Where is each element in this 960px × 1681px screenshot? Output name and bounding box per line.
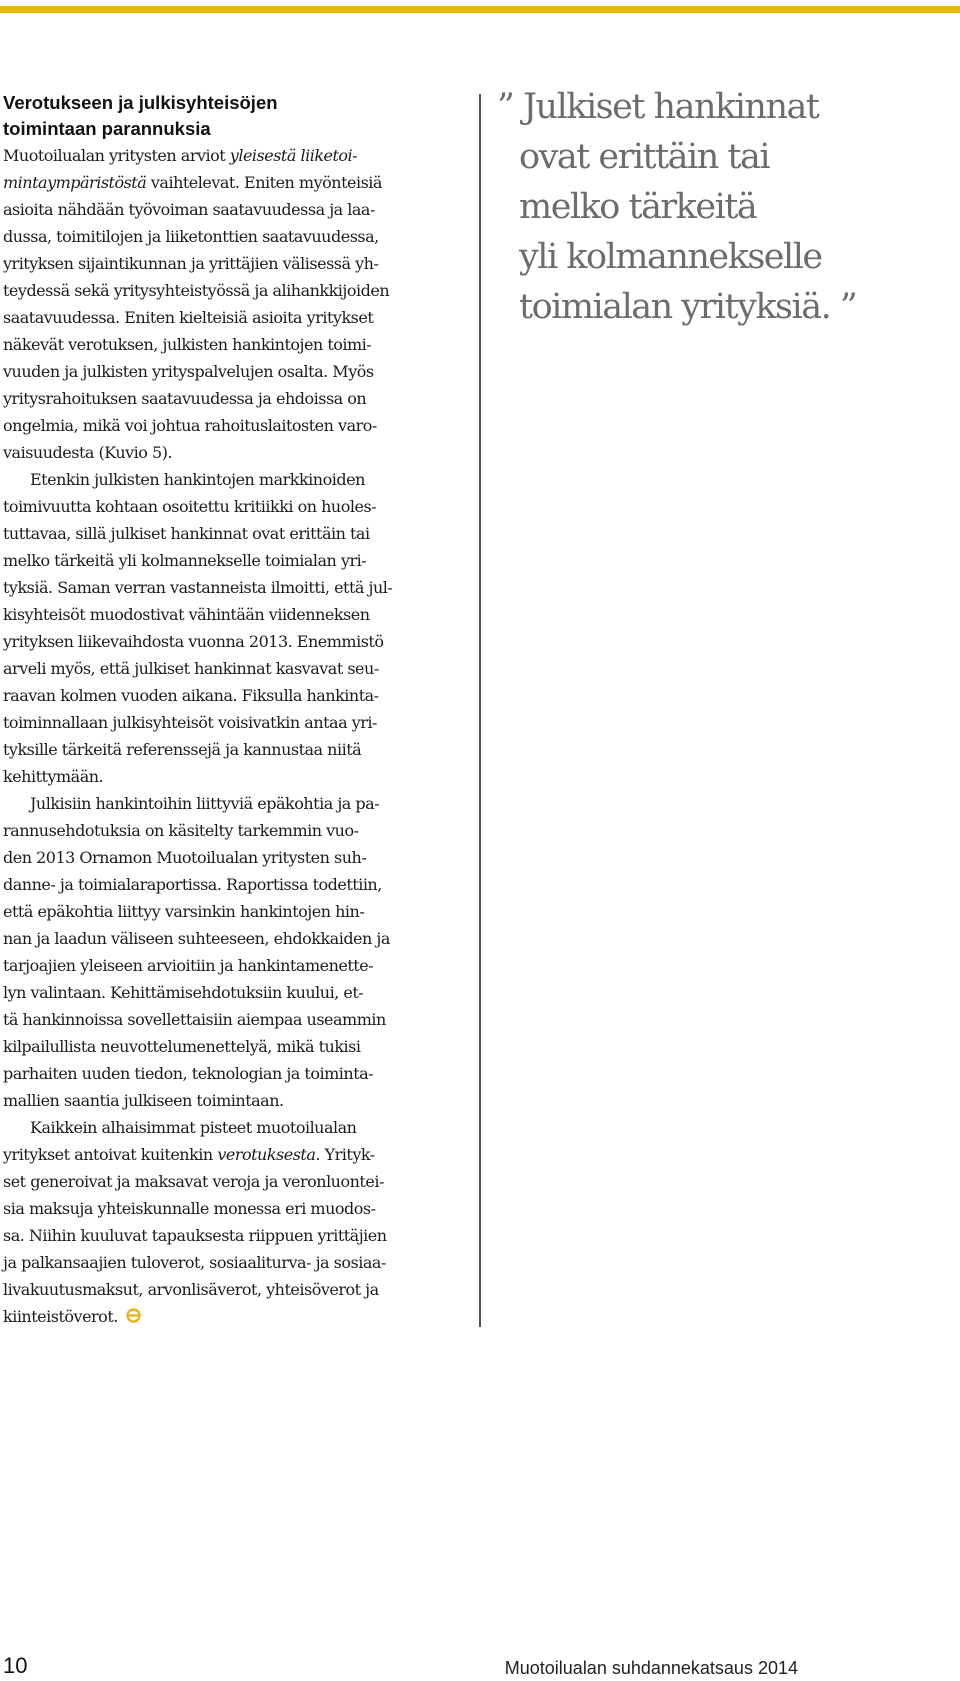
text-line: Etenkin julkisten hankintojen markkinoiden [30,470,365,489]
text-span: Muotoilualan yritysten arviot [3,146,230,165]
text-line: että epäkohtia liittyy varsinkin hankintojen hin- [3,902,365,921]
text-line: yrityksen liikevaihdosta vuonna 2013. Enemmistö [3,632,384,651]
text-line [3,169,455,196]
text-line: tuttavaa, sillä julkiset hankinnat ovat erittäin tai [3,524,370,543]
text-line [3,1141,455,1168]
text-line: sa. Niihin kuuluvat tapauksesta riippuen yrittäjien [3,1226,387,1245]
pull-quote-line: toimialan yrityksiä. ” [519,287,857,327]
heading-line: Verotukseen ja julkisyhteisöjen [3,92,278,113]
text-line: toimivuutta kohtaan osoitettu kritiikki on huoles- [3,497,377,516]
paragraph-2 [3,466,455,790]
emphasis: mintaympäristöstä [3,173,147,192]
text-line: kisyhteisöt muodostivat vähintään viidenneksen [3,605,370,624]
text-line: mallien saantia julkiseen toimintaan. [3,1091,284,1110]
text-line: yrityksen sijaintikunnan ja yrittäjien välisessä yh- [3,254,379,273]
text-span: kiinteistöverot. [3,1307,118,1326]
top-accent-rule [0,6,960,13]
pull-quote-line: ovat erittäin tai [519,137,770,177]
text-line: toiminnallaan julkisyhteisöt voisivatkin antaa yri- [3,713,377,732]
text-line: asioita nähdään työvoiman saatavuudessa ja laa- [3,200,375,219]
text-line: lyn valintaan. Kehittämisehdotuksiin kuului, et- [3,983,364,1002]
column-divider [479,94,481,1327]
text-line: set generoivat ja maksavat veroja ja veronluontei- [3,1172,384,1191]
pull-quote-line: ” Julkiset hankinnat [497,87,819,127]
text-span: . Yrityk- [315,1145,375,1164]
text-line: nan ja laadun väliseen suhteeseen, ehdokkaiden ja [3,929,390,948]
paragraph-4 [3,1114,455,1330]
text-line: parhaiten uuden tiedon, teknologian ja toiminta- [3,1064,374,1083]
paragraph-1 [3,142,455,466]
text-line: den 2013 Ornamon Muotoilualan yritysten suh- [3,848,367,867]
ornamo-end-mark-icon [126,1304,141,1319]
text-span: vaihtelevat. Eniten myönteisiä [146,173,382,192]
text-line: melko tärkeitä yli kolmannekselle toimialan yri- [3,551,367,570]
text-line: Julkisiin hankintoihin liittyviä epäkohtia ja pa- [30,794,380,813]
text-line: danne- ja toimialaraportissa. Raportissa todettiin, [3,875,382,894]
text-line: rannusehdotuksia on käsitelty tarkemmin vuo- [3,821,359,840]
text-line: ongelmia, mikä voi johtua rahoituslaitosten varo- [3,416,377,435]
text-line [3,1303,455,1330]
text-line: dussa, toimitilojen ja liiketonttien saatavuudessa, [3,227,379,246]
text-line: ja palkansaajien tuloverot, sosiaaliturva- ja sosiaa- [3,1253,386,1272]
emphasis: verotuksesta [217,1145,316,1164]
text-span: yritykset antoivat kuitenkin [3,1145,218,1164]
emphasis: yleisestä liiketoi- [229,146,358,165]
article-column [3,90,455,1330]
text-line: kehittymään. [3,767,104,786]
section-heading [3,90,455,142]
text-line: tarjoajien yleiseen arvioitiin ja hankintamenette- [3,956,374,975]
pull-quote-line: melko tärkeitä [519,187,757,227]
text-line: Kaikkein alhaisimmat pisteet muotoilualan [30,1118,357,1137]
text-line: kilpailullista neuvottelumenettelyä, mikä tukisi [3,1037,361,1056]
heading-line: toimintaan parannuksia [3,118,211,139]
text-line: vaisuudesta (Kuvio 5). [3,443,173,462]
publication-title: Muotoilualan suhdannekatsaus 2014 [504,1658,798,1678]
paragraph-3 [3,790,455,1114]
text-line: tyksiä. Saman verran vastanneista ilmoitti, että jul- [3,578,393,597]
text-line: sia maksuja yhteiskunnalle monessa eri muodos- [3,1199,376,1218]
pull-quote-line: yli kolmannekselle [519,237,822,277]
text-line: livakuutusmaksut, arvonlisäverot, yhteisöverot ja [3,1280,379,1299]
text-line: yritysrahoituksen saatavuudessa ja ehdoissa on [3,389,367,408]
text-line: teydessä sekä yritysyhteistyössä ja alihankkijoiden [3,281,390,300]
text-line [3,142,455,169]
pull-quote [497,82,937,332]
page-number: 10 [3,1653,28,1678]
text-line: tä hankinnoissa sovellettaisiin aiempaa useammin [3,1010,386,1029]
text-line: vuuden ja julkisten yrityspalvelujen osalta. Myös [3,362,374,381]
text-line: raavan kolmen vuoden aikana. Fiksulla hankinta- [3,686,379,705]
text-line: saatavuudessa. Eniten kielteisiä asioita yritykset [3,308,374,327]
text-line: näkevät verotuksen, julkisten hankintojen toimi- [3,335,372,354]
text-line: arveli myös, että julkiset hankinnat kasvavat seu- [3,659,379,678]
text-line: tyksille tärkeitä referenssejä ja kannustaa niitä [3,740,362,759]
